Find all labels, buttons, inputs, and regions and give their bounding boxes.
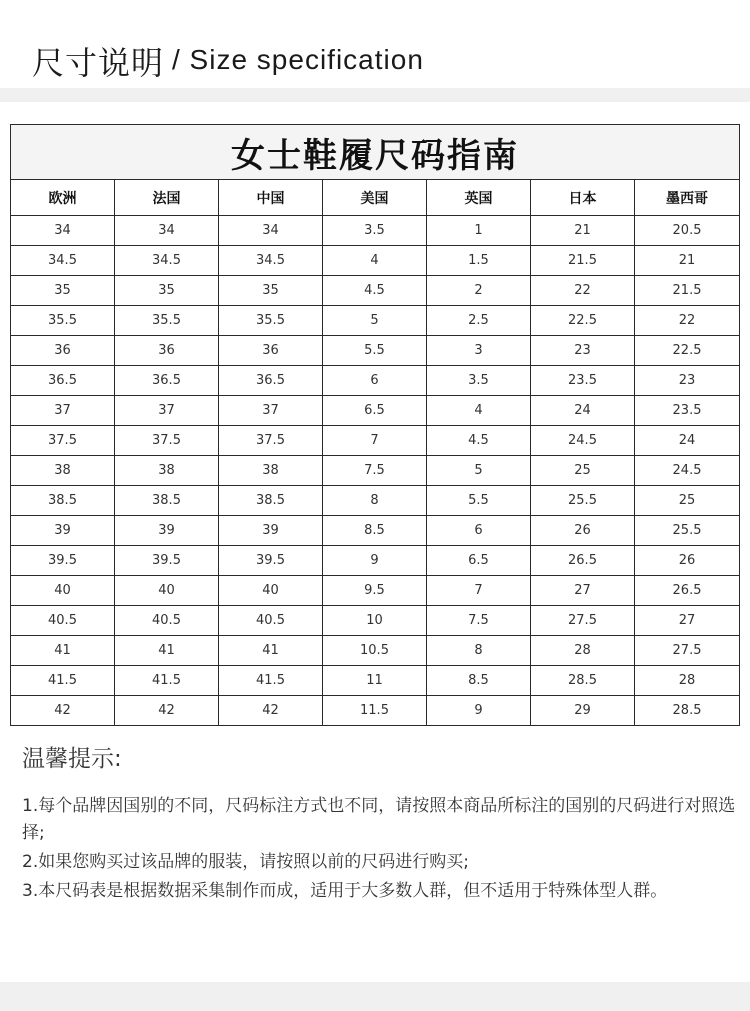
table-cell: 20.5 [635, 216, 740, 246]
table-cell: 40.5 [115, 606, 219, 636]
table-cell: 35 [11, 276, 115, 306]
table-cell: 24.5 [531, 426, 635, 456]
table-row [11, 516, 740, 546]
table-cell: 42 [115, 696, 219, 726]
table-cell: 35.5 [11, 306, 115, 336]
table-cell: 37.5 [219, 426, 323, 456]
table-cell: 39 [115, 516, 219, 546]
table-row [11, 306, 740, 336]
table-cell: 27.5 [531, 606, 635, 636]
page-title-cn: 尺寸说明 [32, 44, 165, 82]
table-cell: 27.5 [635, 636, 740, 666]
table-cell: 25 [635, 486, 740, 516]
table-cell: 40 [219, 576, 323, 606]
table-cell: 11.5 [323, 696, 427, 726]
table-cell: 23 [635, 366, 740, 396]
table-cell: 41.5 [219, 666, 323, 696]
column-header-jp: 日本 [531, 180, 635, 216]
table-cell: 2 [427, 276, 531, 306]
table-cell: 4.5 [323, 276, 427, 306]
table-cell: 21 [635, 246, 740, 276]
tips-title: 温馨提示: [22, 746, 122, 772]
table-cell: 7 [427, 576, 531, 606]
table-cell: 35 [115, 276, 219, 306]
table-cell: 23.5 [635, 396, 740, 426]
table-cell: 41.5 [11, 666, 115, 696]
divider-band-bottom [0, 982, 750, 1011]
column-header-mx: 墨西哥 [635, 180, 740, 216]
table-cell: 38.5 [219, 486, 323, 516]
table-cell: 23 [531, 336, 635, 366]
table-cell: 9 [427, 696, 531, 726]
table-cell: 36.5 [115, 366, 219, 396]
table-cell: 5 [323, 306, 427, 336]
table-cell: 22.5 [531, 306, 635, 336]
table-cell: 22 [635, 306, 740, 336]
table-cell: 35.5 [115, 306, 219, 336]
table-cell: 36.5 [11, 366, 115, 396]
table-cell: 26.5 [635, 576, 740, 606]
table-cell: 39.5 [219, 546, 323, 576]
table-cell: 5.5 [323, 336, 427, 366]
table-cell: 26 [635, 546, 740, 576]
table-row [11, 486, 740, 516]
table-cell: 39 [219, 516, 323, 546]
table-cell: 25.5 [531, 486, 635, 516]
table-cell: 40.5 [219, 606, 323, 636]
table-cell: 36 [11, 336, 115, 366]
table-cell: 9 [323, 546, 427, 576]
table-cell: 28 [635, 666, 740, 696]
table-row [11, 396, 740, 426]
table-row [11, 246, 740, 276]
table-cell: 37.5 [11, 426, 115, 456]
table-cell: 42 [219, 696, 323, 726]
table-cell: 34 [219, 216, 323, 246]
table-cell: 37 [219, 396, 323, 426]
table-row [11, 606, 740, 636]
column-header-cn: 中国 [219, 180, 323, 216]
table-cell: 39 [11, 516, 115, 546]
table-cell: 25.5 [635, 516, 740, 546]
table-row [11, 216, 740, 246]
size-chart-table [10, 124, 740, 726]
column-header-eu: 欧洲 [11, 180, 115, 216]
table-cell: 34 [11, 216, 115, 246]
tip-item: 3.本尺码表是根据数据采集制作而成，适用于大多数人群，但不适用于特殊体型人群。 [22, 881, 668, 901]
table-cell: 41 [115, 636, 219, 666]
table-row [11, 276, 740, 306]
table-cell: 6.5 [323, 396, 427, 426]
table-cell: 28 [531, 636, 635, 666]
table-cell: 36.5 [219, 366, 323, 396]
table-title: 女士鞋履尺码指南 [11, 125, 740, 180]
table-cell: 23.5 [531, 366, 635, 396]
table-header-row [11, 180, 740, 216]
table-cell: 24 [635, 426, 740, 456]
table-cell: 25 [531, 456, 635, 486]
table-cell: 37 [115, 396, 219, 426]
table-row [11, 336, 740, 366]
table-cell: 5.5 [427, 486, 531, 516]
table-cell: 26.5 [531, 546, 635, 576]
table-cell: 34.5 [11, 246, 115, 276]
table-cell: 3.5 [323, 216, 427, 246]
table-cell: 39.5 [11, 546, 115, 576]
table-cell: 4 [323, 246, 427, 276]
divider-band-top [0, 88, 750, 102]
tips-section [22, 740, 737, 907]
column-header-uk: 英国 [427, 180, 531, 216]
table-cell: 35.5 [219, 306, 323, 336]
tip-item: 1.每个品牌因国别的不同，尺码标注方式也不同，请按照本商品所标注的国别的尺码进行对照选择; [22, 796, 736, 843]
table-cell: 10.5 [323, 636, 427, 666]
table-cell: 3 [427, 336, 531, 366]
table-cell: 3.5 [427, 366, 531, 396]
table-cell: 6 [427, 516, 531, 546]
table-cell: 7 [323, 426, 427, 456]
tip-item: 2.如果您购买过该品牌的服装，请按照以前的尺码进行购买; [22, 852, 469, 872]
table-cell: 38 [11, 456, 115, 486]
table-cell: 41.5 [115, 666, 219, 696]
table-title-row [11, 125, 740, 180]
table-cell: 38 [219, 456, 323, 486]
page-title-en: / Size specification [172, 44, 424, 75]
table-cell: 26 [531, 516, 635, 546]
table-cell: 27 [635, 606, 740, 636]
table-cell: 27 [531, 576, 635, 606]
table-cell: 1.5 [427, 246, 531, 276]
table-cell: 28.5 [635, 696, 740, 726]
table-row [11, 696, 740, 726]
table-cell: 4 [427, 396, 531, 426]
table-cell: 37 [11, 396, 115, 426]
table-cell: 37.5 [115, 426, 219, 456]
table-row [11, 456, 740, 486]
table-cell: 39.5 [115, 546, 219, 576]
table-row [11, 366, 740, 396]
table-cell: 34 [115, 216, 219, 246]
table-cell: 5 [427, 456, 531, 486]
table-cell: 8.5 [323, 516, 427, 546]
table-row [11, 636, 740, 666]
table-cell: 38 [115, 456, 219, 486]
table-row [11, 546, 740, 576]
table-cell: 21.5 [635, 276, 740, 306]
table-cell: 4.5 [427, 426, 531, 456]
table-cell: 8.5 [427, 666, 531, 696]
table-cell: 2.5 [427, 306, 531, 336]
table-cell: 40.5 [11, 606, 115, 636]
table-cell: 41 [11, 636, 115, 666]
column-header-us: 美国 [323, 180, 427, 216]
table-cell: 7.5 [427, 606, 531, 636]
table-cell: 11 [323, 666, 427, 696]
table-cell: 29 [531, 696, 635, 726]
table-cell: 41 [219, 636, 323, 666]
table-body [11, 216, 740, 726]
table-cell: 7.5 [323, 456, 427, 486]
table-cell: 22 [531, 276, 635, 306]
table-cell: 10 [323, 606, 427, 636]
table-row [11, 666, 740, 696]
table-row [11, 426, 740, 456]
table-cell: 36 [115, 336, 219, 366]
page-header [0, 0, 750, 88]
table-cell: 38.5 [11, 486, 115, 516]
table-cell: 35 [219, 276, 323, 306]
table-cell: 21 [531, 216, 635, 246]
column-header-fr: 法国 [115, 180, 219, 216]
table-cell: 21.5 [531, 246, 635, 276]
table-cell: 34.5 [115, 246, 219, 276]
table-cell: 6 [323, 366, 427, 396]
table-cell: 22.5 [635, 336, 740, 366]
table-cell: 34.5 [219, 246, 323, 276]
table-cell: 38.5 [115, 486, 219, 516]
table-cell: 40 [11, 576, 115, 606]
table-cell: 28.5 [531, 666, 635, 696]
table-cell: 24 [531, 396, 635, 426]
table-cell: 8 [323, 486, 427, 516]
table-cell: 40 [115, 576, 219, 606]
table-cell: 36 [219, 336, 323, 366]
table-row [11, 576, 740, 606]
table-cell: 1 [427, 216, 531, 246]
table-cell: 24.5 [635, 456, 740, 486]
table-cell: 42 [11, 696, 115, 726]
table-cell: 9.5 [323, 576, 427, 606]
table-cell: 8 [427, 636, 531, 666]
table-cell: 6.5 [427, 546, 531, 576]
